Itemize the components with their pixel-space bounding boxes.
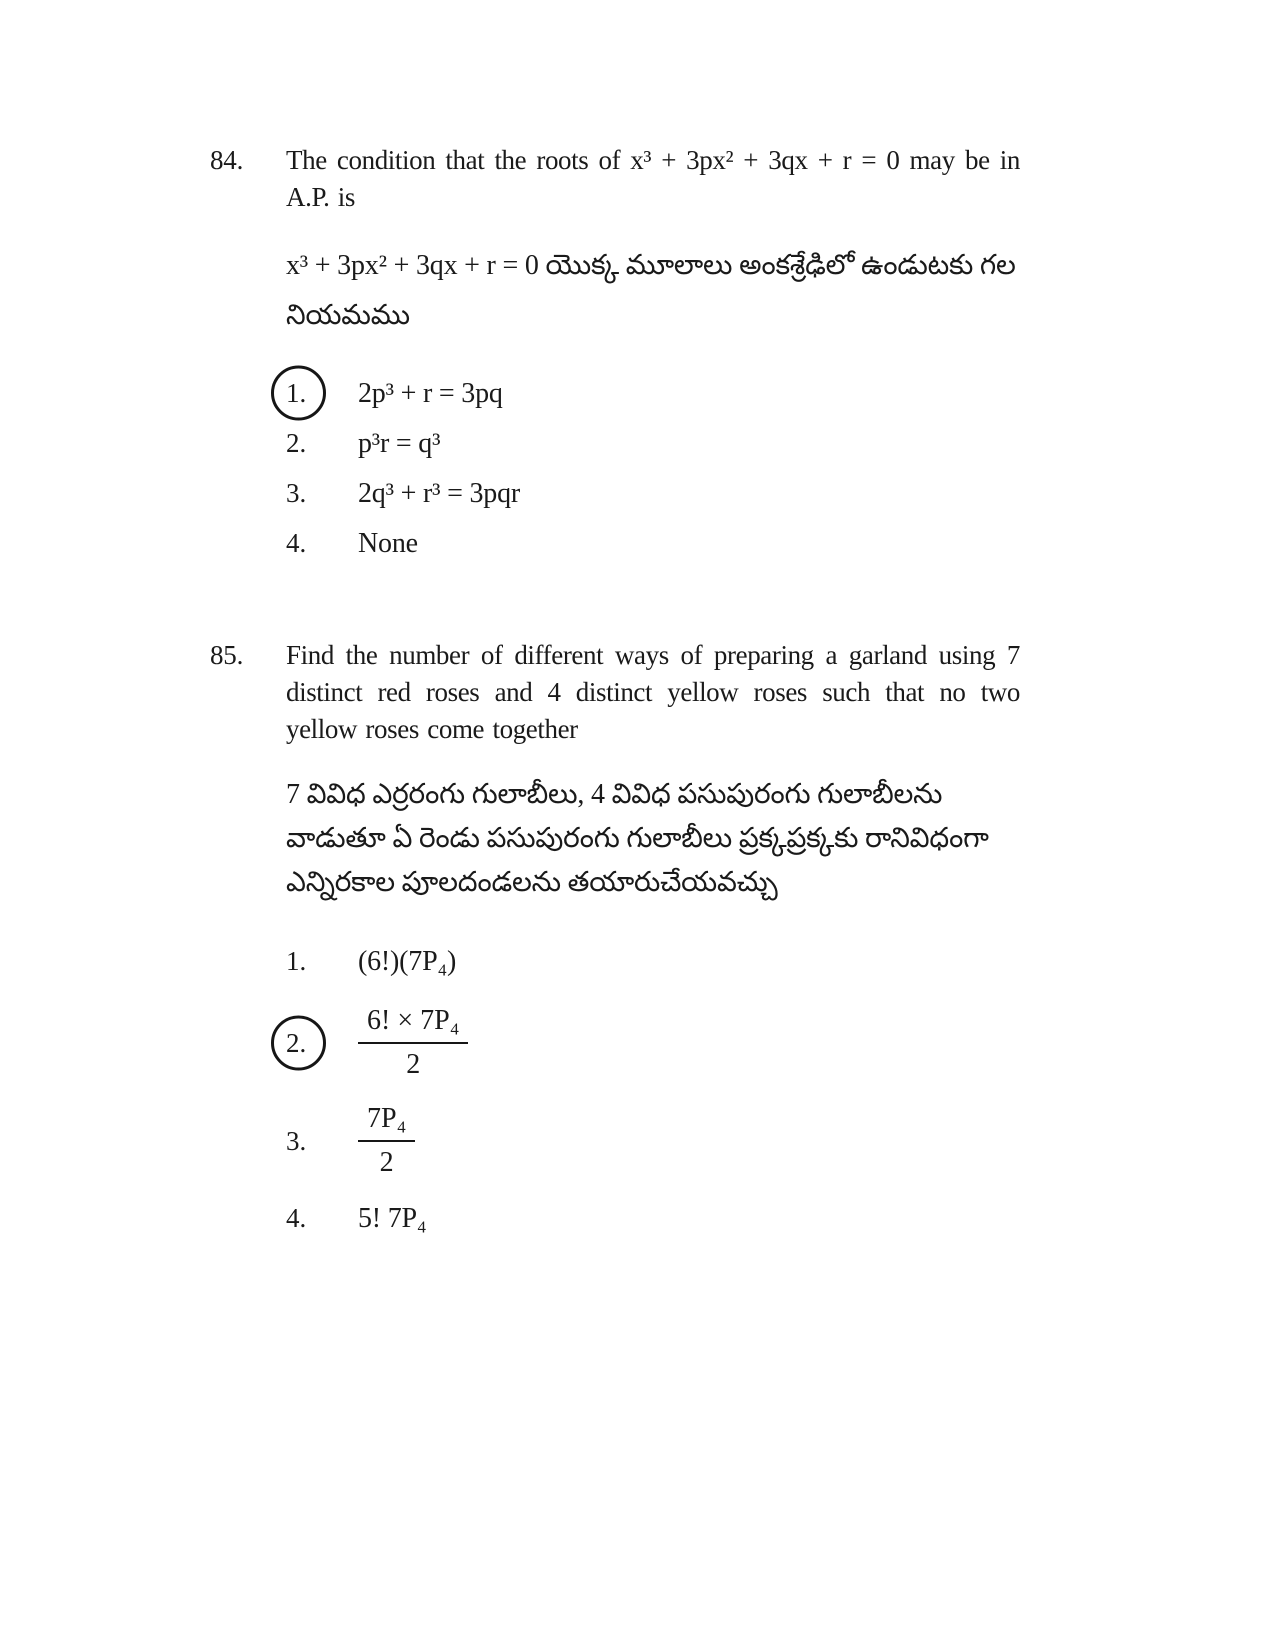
fraction-numerator: 7P₄ <box>358 1102 415 1142</box>
option-2-fraction <box>358 1004 468 1082</box>
question-85-text-telugu: 7 వివిధ ఎర్రరంగు గులాబీలు, 4 వివిధ పసుపురంగు గులాబీలను వాడుతూ ఏ రెండు పసుపురంగు గులాబీలు ప్రక్కప్రక్కకు రానివిధంగా ఎన్నిరకాల పూలదండలను తయారుచేయవచ్చు <box>286 779 989 898</box>
option-row <box>286 1004 1020 1082</box>
fraction-denominator: 2 <box>379 1147 394 1178</box>
question-84-body <box>286 142 1020 573</box>
question-84-number: 84. <box>210 145 244 175</box>
option-row <box>286 423 1020 464</box>
option-row <box>286 941 1020 982</box>
option-3-number: 3. <box>286 478 307 508</box>
option-1-formula: 2p³ + r = 3pq <box>358 378 503 409</box>
option-1-number: 1. <box>286 946 307 976</box>
section-gap <box>210 573 1020 637</box>
option-2-formula: p³r = q³ <box>358 428 441 459</box>
option-3-fraction <box>358 1102 415 1180</box>
question-84-options <box>286 373 1020 564</box>
option-1-number-selected-circle: 1. <box>286 373 358 413</box>
option-2-number: 2. <box>286 428 307 458</box>
question-85-body <box>286 637 1020 1248</box>
option-4-number: 4. <box>286 528 307 558</box>
option-4-formula: None <box>358 528 418 559</box>
option-row <box>286 523 1020 564</box>
question-85 <box>210 637 1020 1248</box>
question-85-number: 85. <box>210 640 244 670</box>
option-2-number-selected-circle: 2. <box>286 1023 358 1063</box>
option-row <box>286 1102 1020 1180</box>
option-row <box>286 473 1020 514</box>
fraction-denominator: 2 <box>406 1049 421 1080</box>
option-3-formula: 2q³ + r³ = 3pqr <box>358 478 521 509</box>
question-85-options <box>286 941 1020 1239</box>
option-row <box>286 1198 1020 1239</box>
option-row <box>286 373 1020 414</box>
fraction-numerator: 6! × 7P₄ <box>358 1004 468 1044</box>
question-85-text-english: Find the number of different ways of preparing a garland using 7 distinct red roses and 4 distinct yellow roses such that no two yellow roses come together <box>286 640 1020 744</box>
option-3-number: 3. <box>286 1126 307 1156</box>
option-4-number: 4. <box>286 1203 307 1233</box>
question-84-text-telugu: x³ + 3px² + 3qx + r = 0 యొక్క మూలాలు అంకశ్రేఢిలో ఉండుటకు గల నియమము <box>286 250 1016 331</box>
option-1-formula: (6!)(7P₄) <box>358 946 457 977</box>
option-4-formula: 5! 7P₄ <box>358 1203 427 1234</box>
question-84 <box>210 142 1020 573</box>
question-84-text-english: The condition that the roots of x³ + 3px² + 3qx + r = 0 may be in A.P. is <box>286 145 1020 212</box>
